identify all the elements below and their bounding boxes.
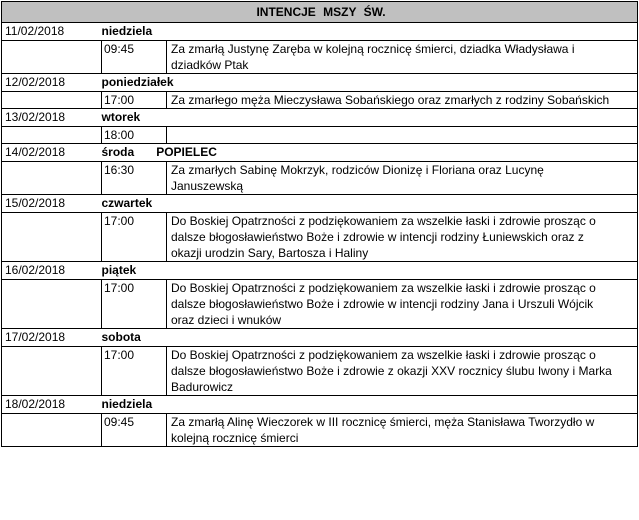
blank-cell [2, 414, 102, 447]
mass-row [2, 347, 638, 396]
day-name: wtorek [101, 110, 141, 124]
blank-cell [2, 127, 102, 144]
day-row [2, 195, 638, 213]
day-name: piątek [101, 263, 137, 277]
day-name-cell [102, 262, 638, 280]
mass-row [2, 41, 638, 74]
mass-time: 17:00 [102, 280, 167, 329]
mass-time: 16:30 [102, 162, 167, 195]
mass-row [2, 162, 638, 195]
day-name: środa [101, 145, 135, 159]
mass-intention: Do Boskiej Opatrzności z podziękowaniem za wszelkie łaski i zdrowie prosząc o dalsze błogosławieństwo Boże i zdrowie z okazji XXV rocznicy ślubu Iwony i Marka Badurowicz [167, 347, 638, 396]
mass-time: 09:45 [102, 41, 167, 74]
mass-time: 09:45 [102, 414, 167, 447]
day-date: 14/02/2018 [2, 144, 102, 162]
mass-time: 17:00 [102, 347, 167, 396]
mass-time: 17:00 [102, 92, 167, 109]
mass-intention [167, 127, 638, 144]
mass-row [2, 92, 638, 109]
day-name: sobota [101, 330, 141, 344]
blank-cell [2, 347, 102, 396]
mass-intention: Za zmarłego męża Mieczysława Sobańskiego oraz zmarłych z rodziny Sobańskich [167, 92, 638, 109]
mass-row [2, 213, 638, 262]
day-name-cell [102, 23, 638, 41]
mass-row [2, 414, 638, 447]
day-row [2, 23, 638, 41]
day-row [2, 109, 638, 127]
mass-intention: Za zmarłą Justynę Zaręba w kolejną rocznicę śmierci, dziadka Władysława i dziadków Ptak [167, 41, 638, 74]
day-note: POPIELEC [156, 145, 217, 159]
mass-time: 17:00 [102, 213, 167, 262]
day-name: czwartek [101, 196, 153, 210]
day-row [2, 262, 638, 280]
table-body [2, 2, 638, 447]
day-name-cell [102, 74, 638, 92]
day-name-cell [102, 144, 638, 162]
day-row [2, 396, 638, 414]
mass-intention: Za zmarłych Sabinę Mokrzyk, rodziców Dionizę i Floriana oraz Lucynę Januszewską [167, 162, 638, 195]
table-title: INTENCJE MSZY ŚW. [2, 2, 638, 23]
day-row [2, 329, 638, 347]
mass-time: 18:00 [102, 127, 167, 144]
blank-cell [2, 41, 102, 74]
day-name-cell [102, 109, 638, 127]
day-date: 16/02/2018 [2, 262, 102, 280]
day-date: 17/02/2018 [2, 329, 102, 347]
blank-cell [2, 280, 102, 329]
day-date: 12/02/2018 [2, 74, 102, 92]
day-name-cell [102, 396, 638, 414]
day-name-cell [102, 195, 638, 213]
blank-cell [2, 92, 102, 109]
day-row [2, 74, 638, 92]
day-name: niedziela [101, 397, 153, 411]
day-date: 18/02/2018 [2, 396, 102, 414]
mass-row [2, 127, 638, 144]
title-row [2, 2, 638, 23]
day-date: 13/02/2018 [2, 109, 102, 127]
blank-cell [2, 213, 102, 262]
day-date: 11/02/2018 [2, 23, 102, 41]
day-date: 15/02/2018 [2, 195, 102, 213]
mass-intention: Do Boskiej Opatrzności z podziękowaniem za wszelkie łaski i zdrowie prosząc o dalsze błogosławieństwo Boże i zdrowie w intencji rodziny Jana i Urszuli Wójcik oraz dzieci i wnuków [167, 280, 638, 329]
mass-intention: Do Boskiej Opatrzności z podziękowaniem za wszelkie łaski i zdrowie prosząc o dalsze błogosławieństwo Boże i zdrowie w intencji rodziny Łuniewskich oraz z okazji urodzin Sary, Bartosza i Haliny [167, 213, 638, 262]
mass-intentions-table [1, 1, 638, 447]
day-name: niedziela [101, 24, 153, 38]
day-name: poniedziałek [101, 75, 174, 89]
blank-cell [2, 162, 102, 195]
day-name-cell [102, 329, 638, 347]
day-row [2, 144, 638, 162]
mass-row [2, 280, 638, 329]
mass-intention: Za zmarłą Alinę Wieczorek w III rocznicę śmierci, męża Stanisława Tworzydło w kolejną rocznicę śmierci [167, 414, 638, 447]
